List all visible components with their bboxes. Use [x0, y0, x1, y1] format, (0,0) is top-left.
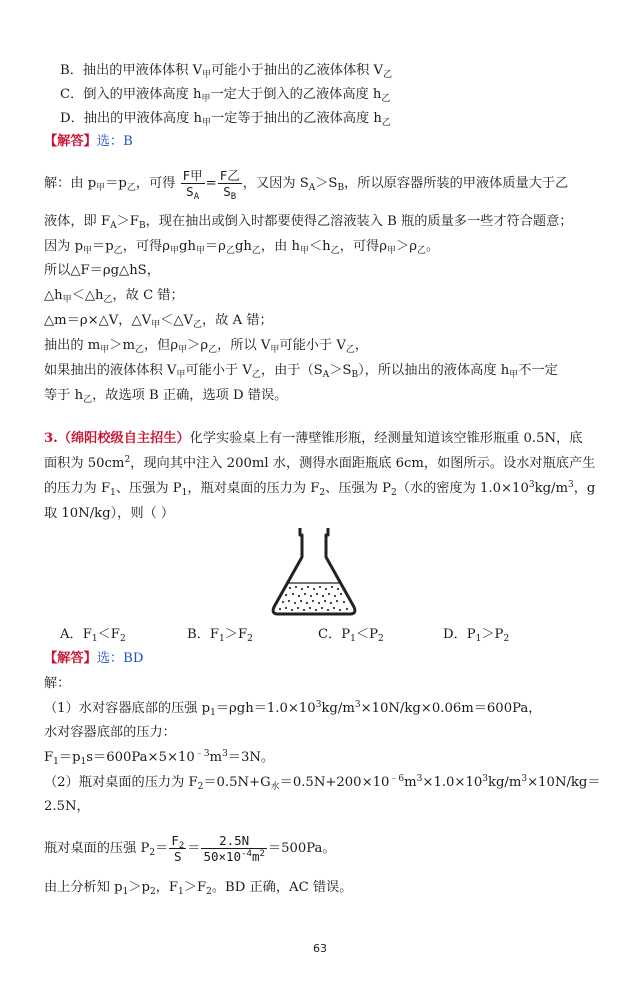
solution3-line4: （2）瓶对桌面的压力为 $F_2=0.5N+G_水=0.5N+200\times 10^{﹣6}m^3\times 1.0\times 10^3kg/m^3\times 10N/kg=$: [44, 774, 601, 792]
conical-flask-figure: [264, 525, 364, 620]
solution1-line2: 液体，即 $F_A>F_B$，现在抽出或倒入时都要使得乙溶液装入 B 瓶的质量多一些才符合题意；: [44, 214, 573, 231]
page-number: 63: [313, 942, 327, 955]
fraction-fa-sa: $\frac{\text{F甲}}{S_A}$: [182, 168, 203, 202]
option-c-prev: C．倒入的甲液体高度 $h_甲$一定大于倒入的乙液体高度 $h_乙$: [60, 87, 391, 104]
question3-line4: 取 10N/kg），则（ ）: [44, 506, 175, 521]
solution3-line5: 2.5N，: [44, 799, 90, 814]
solution3-line3: $F_1=p_1s=600Pa\times 5\times 10^{﹣3}m^3=3N$。: [44, 749, 275, 767]
option-d: D．$P_1>P_2$: [443, 627, 510, 644]
water-dots: [279, 586, 348, 611]
solution1-line5: $\triangle h_甲<\triangle h_乙$，故 C 错；: [44, 288, 184, 305]
solution1-line6: △m＝ρ×△V，$\triangle V_甲<\triangle V_乙$，故 A 错；: [44, 313, 273, 330]
solution3-line6: 瓶对桌面的压强 $P_2=$ $\frac{F_2}{S}$ ＝ $\frac{2.5N}{50\times 10^{-4}m^2}$ ＝500Pa。: [44, 833, 336, 864]
option-b-prev: B．抽出的甲液体体积 $V_甲$可能小于抽出的乙液体体积 $V_乙$: [60, 63, 393, 80]
fraction-fb-sb: $\frac{\text{F乙}}{S_B}$: [219, 168, 240, 202]
fraction-pressure: $\frac{2.5N}{50\times 10^{-4}m^2}$: [203, 833, 265, 864]
solution3-line1: （1）水对容器底部的压强 $p_1=\rho gh=1.0\times 10^3kg/m^3\times 10N/kg\times 0.06m=600Pa$，: [44, 700, 542, 718]
answer-3: 【解答】选：BD: [44, 651, 144, 666]
question3-line2: 面积为 $50cm^2$，现向其中注入 200ml 水，测得水面距瓶底 6cm，如图所示。设水对瓶底产生: [44, 455, 596, 471]
solution3-jie: 解：: [44, 676, 71, 691]
question3-line3: 的压力为 $F_1$、压强为 $P_1$，瓶对桌面的压力为 $F_2$、压强为 $P_2$（水的密度为 $1.0\times 10^3kg/m^3$，g: [44, 480, 596, 498]
solution1-line1: 解：由 $p_甲=p_乙$，可得 $\frac{\text{F甲}}{S_A}$ = $\frac{\text{F乙}}{S_B}$ ，又因为 $S_A>S_B$，所以原容器所装的甲液体质量大于乙: [44, 168, 569, 202]
fraction-f2-s: $\frac{F_2}{S}$: [171, 833, 185, 864]
solution3-line2: 水对容器底部的压力：: [44, 725, 176, 740]
solution1-line3: 因为 $p_甲=p_乙$，可得$\rho_甲gh_甲=\rho_乙gh_乙$，由 $h_甲<h_乙$，可得$\rho_甲>\rho_乙$。: [44, 239, 440, 256]
option-a: A．$F_1<F_2$: [60, 627, 126, 644]
solution1-line4: 所以△F＝ρg△hS，: [44, 263, 160, 278]
solution3-conclusion: 由上分析知 $p_1>p_2$，$F_1>F_2$。BD 正确，AC 错误。: [44, 880, 353, 897]
option-b: B．$F_1>F_2$: [187, 627, 253, 644]
answer-1: 【解答】选：B: [44, 134, 133, 149]
solution1-line7: 抽出的 $m_甲>m_乙$，但$\rho_甲>\rho_乙$，所以 $V_甲$可能小于 $V_乙$，: [44, 338, 369, 355]
option-c: C．$P_1<P_2$: [318, 627, 384, 644]
solution1-line9: 等于 $h_乙$，故选项 B 正确，选项 D 错误。: [44, 388, 288, 405]
option-d-prev: D．抽出的甲液体高度 $h_甲$一定等于抽出的乙液体高度 $h_乙$: [60, 111, 391, 128]
question3-line1: 3.（绵阳校级自主招生）化学实验桌上有一薄壁锥形瓶，经测量知道该空锥形瓶重 0.5N，底: [44, 431, 583, 446]
solution1-line8: 如果抽出的液体体积 $V_甲$可能小于 $V_乙$，由于$(S_A>S_B)$，所以抽出的液体高度 $h_甲$不一定: [44, 363, 558, 380]
